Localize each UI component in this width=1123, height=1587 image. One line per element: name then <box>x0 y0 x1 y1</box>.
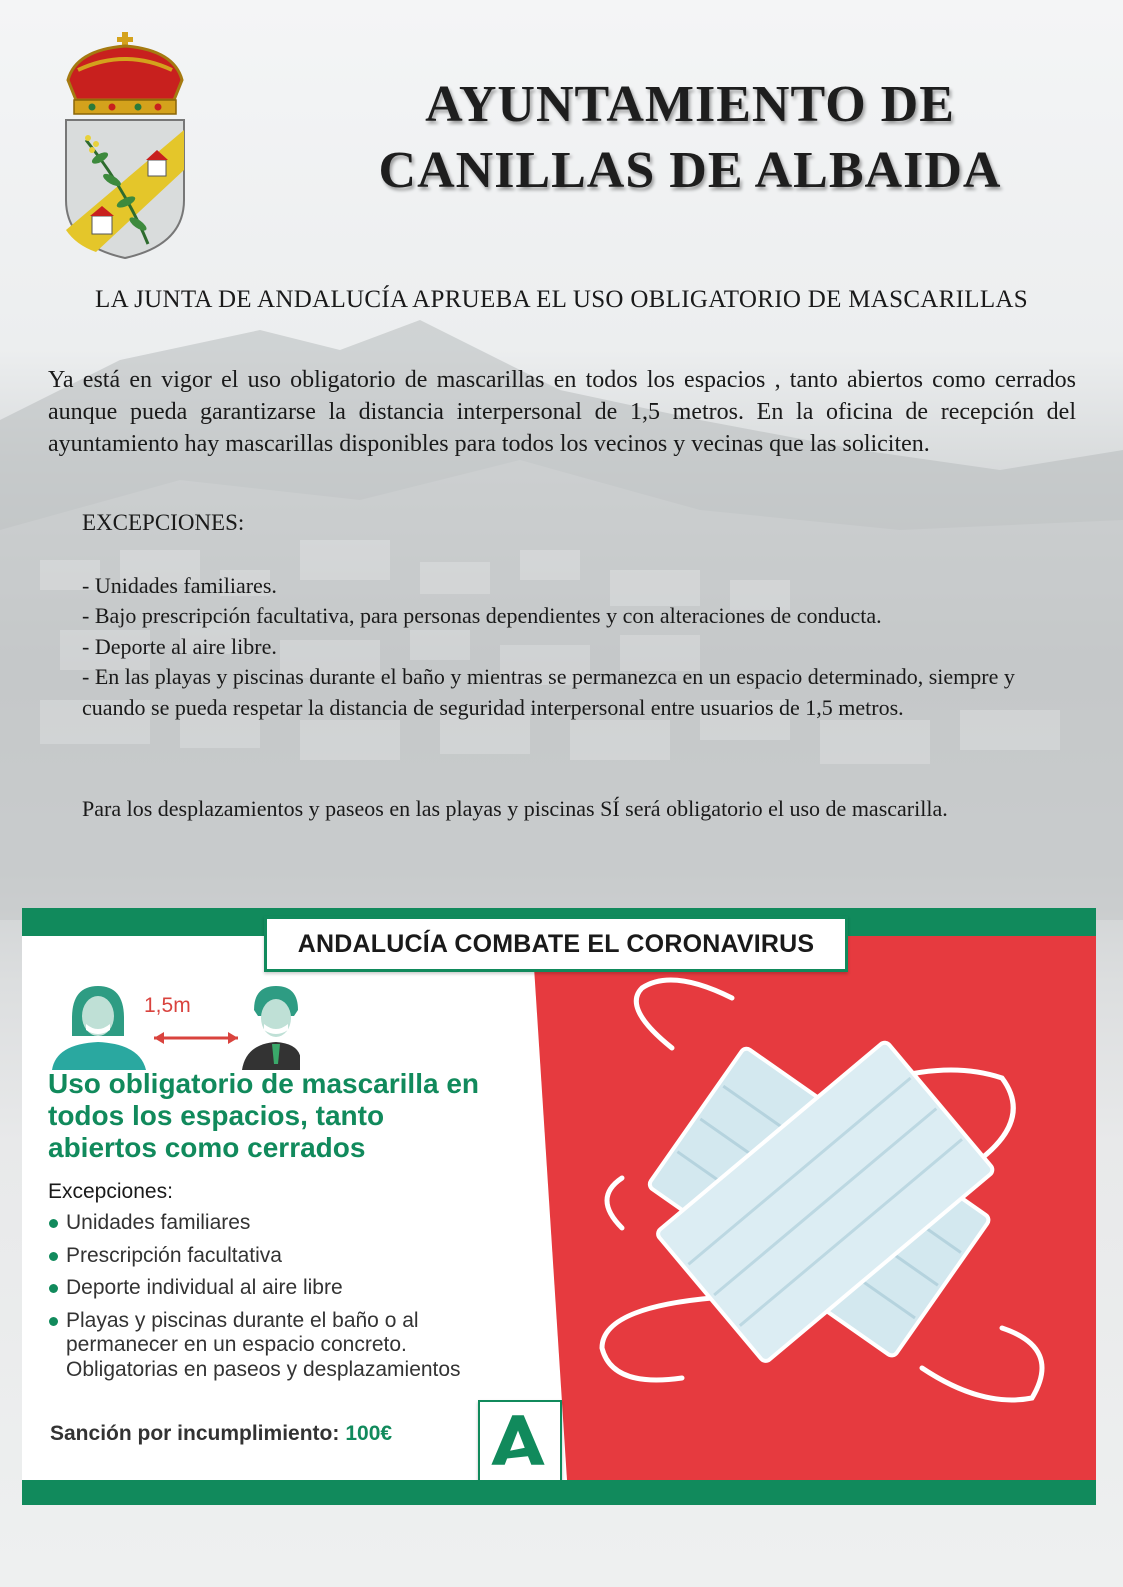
list-item-text: Prescripción facultativa <box>66 1243 282 1267</box>
intro-paragraph: Ya está en vigor el uso obligatorio de mascarillas en todos los espacios , tanto abiertos como cerrados aunque pueda garantizarse la distancia interpersonal de 1,5 metros. En la oficina de recepción del ayuntamiento hay mascarillas disponibles para todos los vecinos y vecinas que las soliciten. <box>48 367 1076 457</box>
exceptions-section <box>82 508 1072 723</box>
exceptions-heading: EXCEPCIONES: <box>82 510 245 535</box>
list-item <box>48 1211 488 1236</box>
list-item <box>48 1244 488 1269</box>
campaign-banner: ANDALUCÍA COMBATE EL CORONAVIRUS <box>264 916 848 972</box>
bullet-icon <box>49 1284 58 1293</box>
municipality-title <box>330 72 1050 204</box>
face-masks-image <box>562 968 1082 1428</box>
junta-andalucia-logo <box>478 1400 562 1484</box>
infographic-exceptions-title: Excepciones: <box>48 1180 173 1203</box>
exception-item: - En las playas y piscinas durante el baño y mientras se permanezca en un espacio determinado, siempre y cuando se pueda respetar la distancia de seguridad interpersonal entre usuarios de 1,5 metros. <box>82 664 1015 720</box>
list-item-text: Deporte individual al aire libre <box>66 1276 343 1299</box>
distance-label: 1,5m <box>144 994 191 1017</box>
exception-item: - Bajo prescripción facultativa, para personas dependientes y con alteraciones de conducta. <box>82 603 882 628</box>
infographic-headline: Uso obligatorio de mascarilla en todos los espacios, tanto abiertos como cerrados <box>48 1068 480 1163</box>
title-line-2: CANILLAS DE ALBAIDA <box>378 142 1002 199</box>
exception-item: - Deporte al aire libre. <box>82 633 277 659</box>
bottom-green-band <box>22 1480 1096 1505</box>
list-item <box>48 1276 488 1301</box>
announcement-subtitle: LA JUNTA DE ANDALUCÍA APRUEBA EL USO OBLIGATORIO DE MASCARILLAS <box>95 286 1028 313</box>
title-line-1: AYUNTAMIENTO DE <box>425 76 955 133</box>
sanction-label: Sanción por incumplimiento: <box>50 1422 340 1445</box>
exception-item: - Unidades familiares. <box>82 572 277 598</box>
coat-of-arms-icon <box>56 30 194 262</box>
list-item-text: Unidades familiares <box>66 1211 251 1234</box>
sanction-amount: 100€ <box>345 1422 393 1445</box>
junta-andalucia-a-icon <box>480 1402 556 1478</box>
coronavirus-infographic <box>22 908 1096 1505</box>
bullet-icon <box>49 1252 58 1261</box>
bullet-icon <box>49 1317 58 1326</box>
infographic-exceptions-list <box>48 1211 488 1390</box>
closing-paragraph: Para los desplazamientos y paseos en las playas y piscinas SÍ será obligatorio el uso de mascarilla. <box>82 796 948 821</box>
list-item <box>48 1309 488 1383</box>
sanction-line <box>50 1422 392 1446</box>
bullet-icon <box>49 1219 58 1228</box>
list-item-text: Playas y piscinas durante el baño o al permanecer en un espacio concreto. Obligatorias en paseos y desplazamientos <box>66 1308 461 1381</box>
